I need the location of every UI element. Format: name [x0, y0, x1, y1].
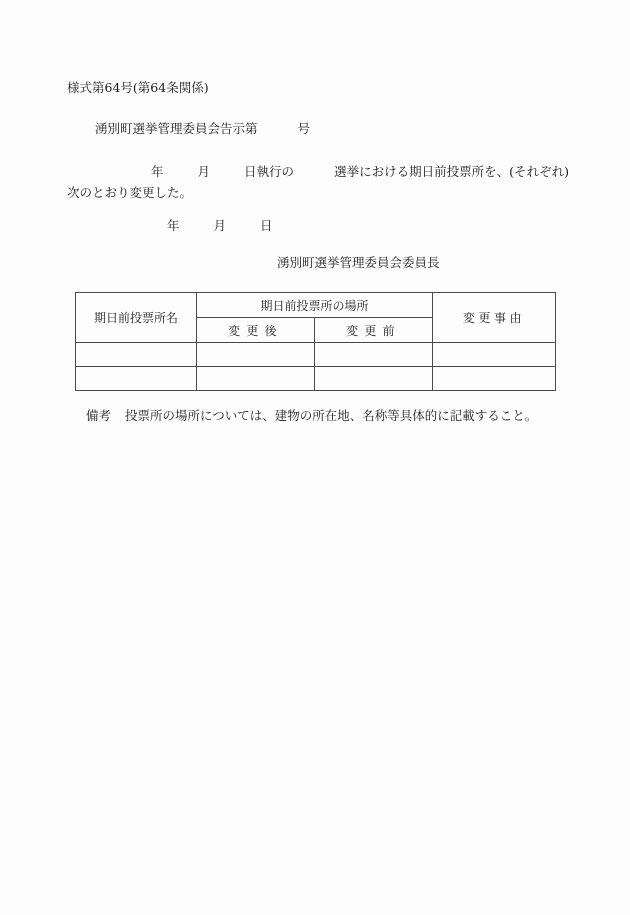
header-before-change: 変更前 — [315, 318, 433, 343]
cell-change-reason[interactable] — [433, 367, 556, 391]
header-polling-place-name: 期日前投票所名 — [76, 293, 197, 343]
date-day-label: 日 — [260, 218, 273, 233]
cell-after-change[interactable] — [197, 343, 315, 367]
change-table — [75, 292, 556, 391]
table-row — [76, 343, 556, 367]
header-after-change: 変更後 — [197, 318, 315, 343]
body-month-label: 月 — [197, 164, 211, 179]
cell-before-change[interactable] — [315, 367, 433, 391]
cell-before-change[interactable] — [315, 343, 433, 367]
cell-after-change[interactable] — [197, 367, 315, 391]
remark-text: 投票所の場所については、建物の所在地、名称等具体的に記載すること。 — [125, 408, 538, 423]
change-table-head — [76, 293, 556, 343]
form-number: 様式第64号(第64条関係) — [67, 80, 209, 95]
date-line — [167, 216, 273, 236]
date-month-label: 月 — [213, 218, 227, 233]
date-year-label: 年 — [167, 218, 180, 233]
change-table-body — [76, 343, 556, 391]
remark-label: 備考 — [86, 408, 112, 423]
table-header-row-1 — [76, 293, 556, 318]
notice-number-line — [95, 119, 310, 139]
notice-number-prefix: 湧別町選挙管理委員会告示第 — [95, 121, 258, 136]
body-paragraph — [67, 161, 569, 203]
change-table-wrapper — [75, 292, 555, 391]
cell-change-reason[interactable] — [433, 343, 556, 367]
remark-note — [86, 406, 537, 426]
signature-line: 湧別町選挙管理委員会委員長 — [277, 255, 440, 270]
table-row — [76, 367, 556, 391]
header-change-reason: 変更事由 — [433, 293, 556, 343]
body-text: 選挙における期日前投票所を、(それぞれ)次のとおり変更した。 — [67, 164, 569, 200]
body-day-label: 日執行の — [244, 164, 295, 179]
cell-polling-place-name[interactable] — [76, 367, 197, 391]
body-year-label: 年 — [151, 164, 164, 179]
notice-number-suffix: 号 — [297, 121, 311, 136]
header-polling-place-location: 期日前投票所の場所 — [197, 293, 433, 318]
cell-polling-place-name[interactable] — [76, 343, 197, 367]
